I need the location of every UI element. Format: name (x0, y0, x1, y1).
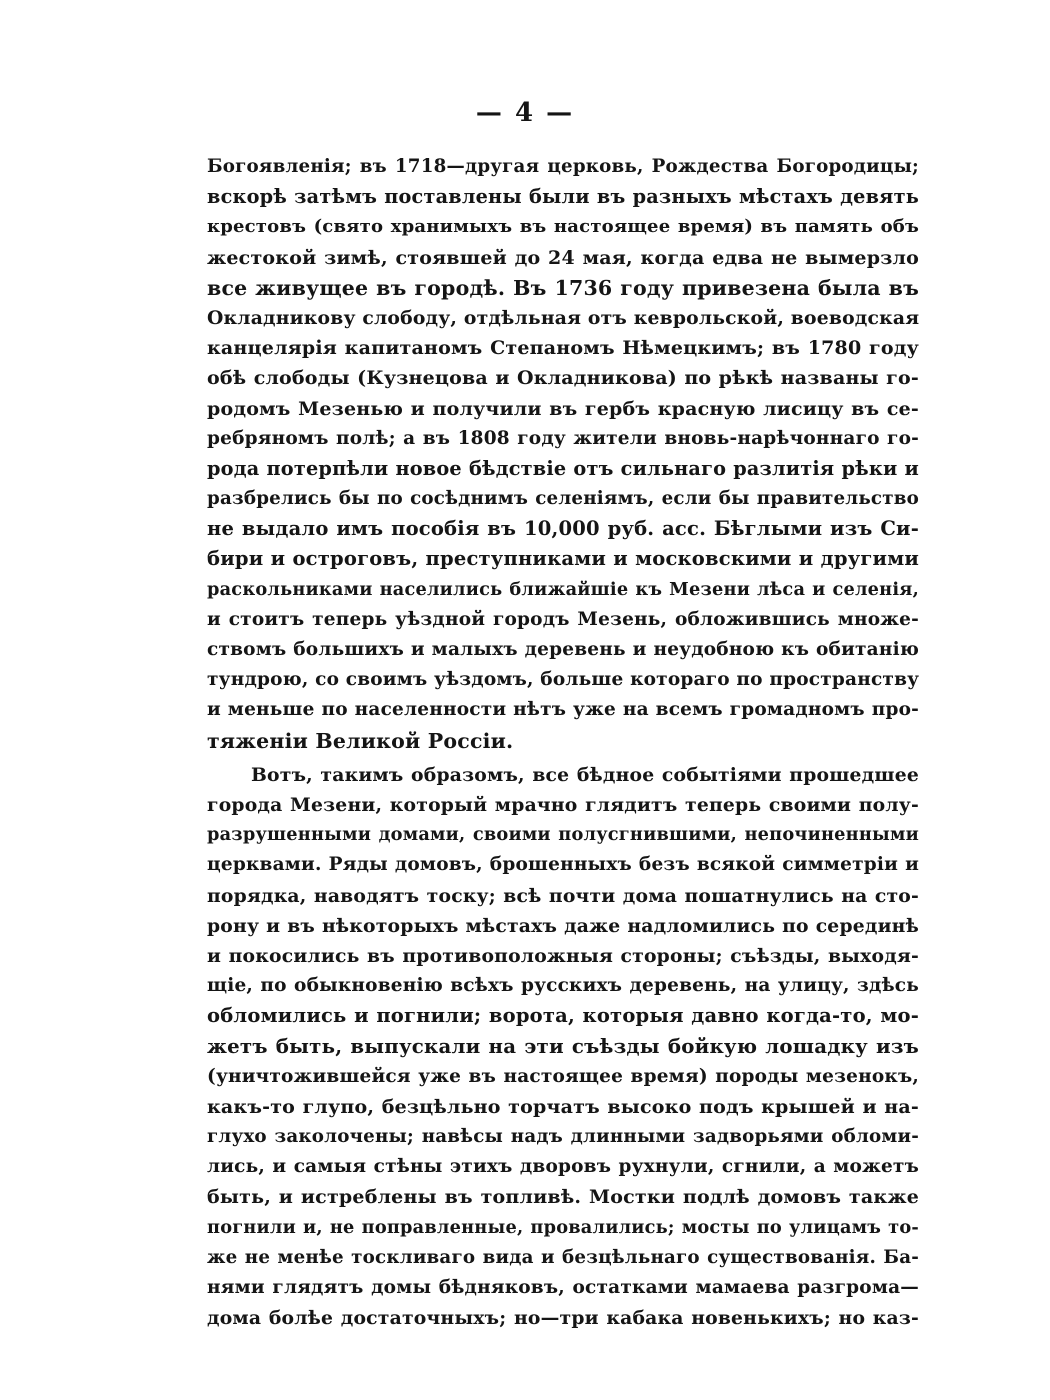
paragraph-1 (207, 152, 919, 756)
text-line: рода потерпѣли новое бѣдствіе отъ сильнаго разлитія рѣки и (207, 456, 919, 480)
text-line: Богоявленія; въ 1718—другая церковь, Рождества Богородицы; (207, 156, 919, 177)
text-line: тяженіи Великой Россіи. (207, 728, 514, 753)
text-line: ствомъ большихъ и малыхъ деревень и неудобною къ обитанію (207, 639, 919, 660)
text-line: разрушенными домами, своими полусгнившими, непочиненными (207, 824, 919, 846)
paragraph-2 (207, 760, 919, 1334)
text-line: жестокой зимѣ, стоявшей до 24 мая, когда едва не вымерзло (207, 246, 919, 269)
body-text (207, 152, 919, 1333)
text-line: какъ-то глупо, безцѣльно торчатъ высоко подъ крышей и на- (207, 1095, 919, 1118)
text-line: и покосились въ противоположныя стороны; съѣзды, выходя- (207, 944, 919, 967)
text-line: Окладникову слободу, отдѣльная отъ кеврольской, воеводская (207, 306, 920, 329)
text-line: лись, и самыя стѣны этихъ дворовъ рухнули, сгнили, а можетъ (207, 1156, 919, 1178)
text-line: города Мезени, который мрачно глядитъ теперь своими полу- (207, 793, 919, 816)
text-line: и меньше по населенности нѣтъ уже на всемъ громадномъ про- (207, 699, 919, 721)
text-line: и стоитъ теперь уѣздной городъ Мезень, обложившись множе- (207, 608, 919, 630)
text-line: ребряномъ полѣ; а въ 1808 году жители вновь-нарѣчоннаго го- (207, 427, 919, 449)
text-line: канцелярія капитаномъ Степаномъ Нѣмецкимъ; въ 1780 году (207, 337, 919, 360)
text-line: крестовъ (свято хранимыхъ въ настоящее время) въ память объ (207, 216, 919, 238)
text-line: Вотъ, такимъ образомъ, все бѣдное событіями прошедшее (251, 763, 919, 786)
text-line: жетъ быть, выпускали на эти съѣзды бойкую лошадку изъ (207, 1034, 919, 1059)
text-line: быть, и истреблены въ топливѣ. Мостки подлѣ домовъ также (207, 1186, 919, 1209)
page-number: — 4 — (475, 98, 575, 128)
text-line: обломились и погнили; ворота, которыя давно когда-то, мо- (207, 1004, 919, 1028)
text-line: разбрелись бы по сосѣднимъ селеніямъ, если бы правительство (207, 488, 919, 510)
text-line: (уничтожившейся уже въ настоящее время) породы мезенокъ, (207, 1065, 919, 1087)
text-line: рону и въ нѣкоторыхъ мѣстахъ даже надломились по серединѣ (207, 914, 919, 937)
text-line: бири и остроговъ, преступниками и московскими и другими (207, 547, 919, 571)
text-line: нями глядятъ домы бѣдняковъ, остатками мамаева разгрома— (207, 1276, 919, 1298)
text-line: все живущее въ городѣ. Въ 1736 году привезена была въ (207, 275, 919, 300)
text-line: церквами. Ряды домовъ, брошенныхъ безъ всякой симметріи и (207, 854, 919, 876)
text-line: вскорѣ затѣмъ поставлены были въ разныхъ мѣстахъ девять (207, 185, 919, 209)
text-line: щіе, по обыкновенію всѣхъ русскихъ деревень, на улицу, здѣсь (207, 975, 919, 997)
text-line: не выдало имъ пособія въ 10,000 руб. асс. Бѣглыми изъ Си- (207, 517, 919, 541)
text-line: раскольниками населились ближайшіе къ Мезени лѣса и селенія, (207, 578, 919, 600)
text-line: порядка, наводятъ тоску; всѣ почти дома пошатнулись на сто- (207, 884, 919, 907)
text-line: обѣ слободы (Кузнецова и Окладникова) по рѣкѣ названы го- (207, 367, 919, 390)
text-line: тундрою, со своимъ уѣздомъ, больше котораго по пространству (207, 669, 920, 691)
text-line: родомъ Мезенью и получили въ гербъ красную лисицу въ се- (207, 397, 919, 420)
text-line: погнили и, не поправленные, провалились; мосты по улицамъ то- (207, 1216, 919, 1238)
text-line: глухо заколочены; навѣсы надъ длинными задворьями обломи- (207, 1126, 919, 1147)
text-line: дома болѣе достаточныхъ; но—три кабака новенькихъ; но каз- (207, 1307, 919, 1330)
text-line: же не менѣе тоскливаго вида и безцѣльнаго существованія. Ба- (207, 1246, 919, 1268)
